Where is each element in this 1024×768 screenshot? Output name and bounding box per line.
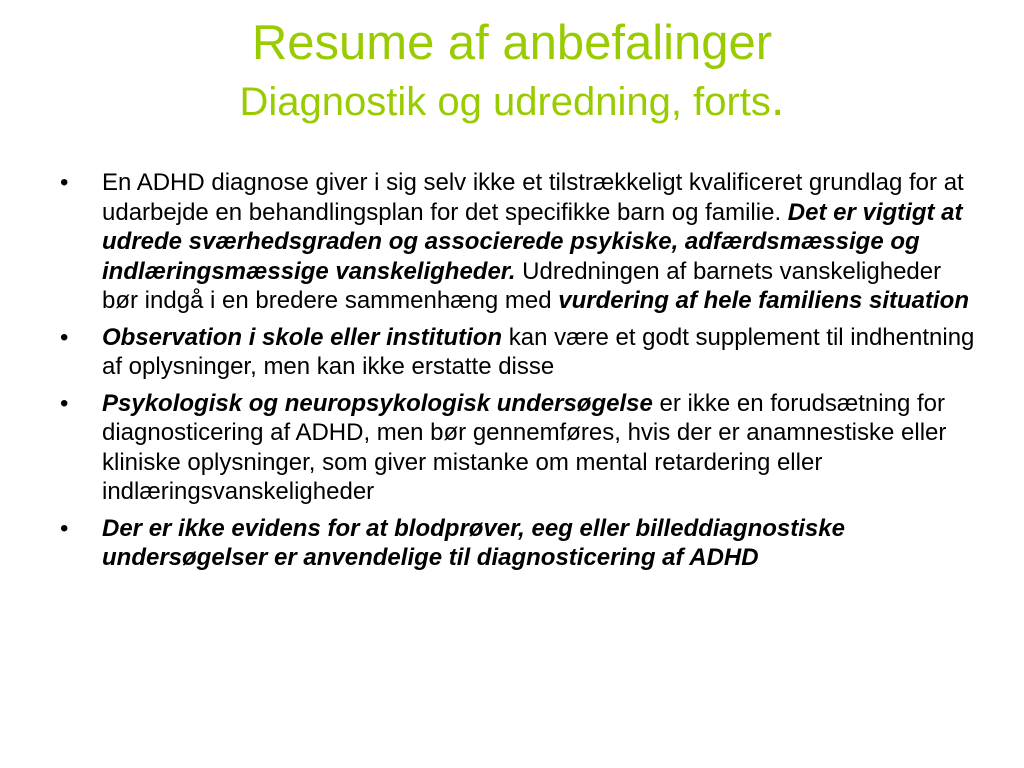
slide-title: Resume af anbefalinger [251, 16, 773, 70]
bullet-4-emphasis: Der er ikke evidens for at blodprøver, eeg eller billeddiagnostiske undersøgelser er anvendelige til diagnosticering af ADHD [102, 514, 845, 571]
slide-subtitle-period: . [770, 72, 785, 126]
bullet-icon: • [60, 514, 69, 542]
bullet-1-text-2: Udredningen af barnets vanskeligheder bør indgå i en bredere sammenhæng med [102, 257, 942, 314]
slide-subtitle-line [0, 74, 1024, 127]
bullet-3-emphasis: Psykologisk og neuropsykologisk undersøgelse [102, 389, 653, 417]
bullet-item-3 [50, 389, 980, 507]
bullet-icon: • [60, 389, 69, 417]
slide-subtitle: Diagnostik og udredning, forts [239, 80, 771, 124]
bullet-1-text-1: En ADHD diagnose giver i sig selv ikke et tilstrækkeligt kvalificeret grundlag for at udarbejde en behandlingsplan for det specifikke barn og familie. [102, 169, 964, 226]
bullet-item-2 [50, 323, 980, 382]
bullet-icon: • [60, 169, 69, 196]
bullet-item-4 [50, 514, 980, 573]
bullet-item-1 [50, 168, 980, 316]
bullet-icon: • [60, 323, 69, 351]
bullet-2-text: kan være et godt supplement til indhentning af oplysninger, men kan ikke erstatte disse [102, 323, 975, 380]
bullet-2-emphasis: Observation i skole eller institution [102, 323, 503, 351]
bullet-1-emphasis-1: Det er vigtigt at udrede sværhedsgraden og associerede psykiske, adfærdsmæssige og indlæringsmæssige vanskeligheder [102, 198, 963, 285]
bullet-1-emphasis-2: vurdering af hele familiens situation [558, 287, 970, 314]
bullet-list [50, 168, 980, 580]
bullet-3-text: er ikke en forudsætning for diagnosticering af ADHD, men bør gennemføres, hvis der er anamnestiske eller kliniske oplysninger, som giver mistanke om mental retardering eller indlæringsvanskeligheder [102, 389, 947, 505]
bullet-1-emphasis-period: . [508, 257, 516, 285]
slide-title-block [0, 14, 1024, 127]
